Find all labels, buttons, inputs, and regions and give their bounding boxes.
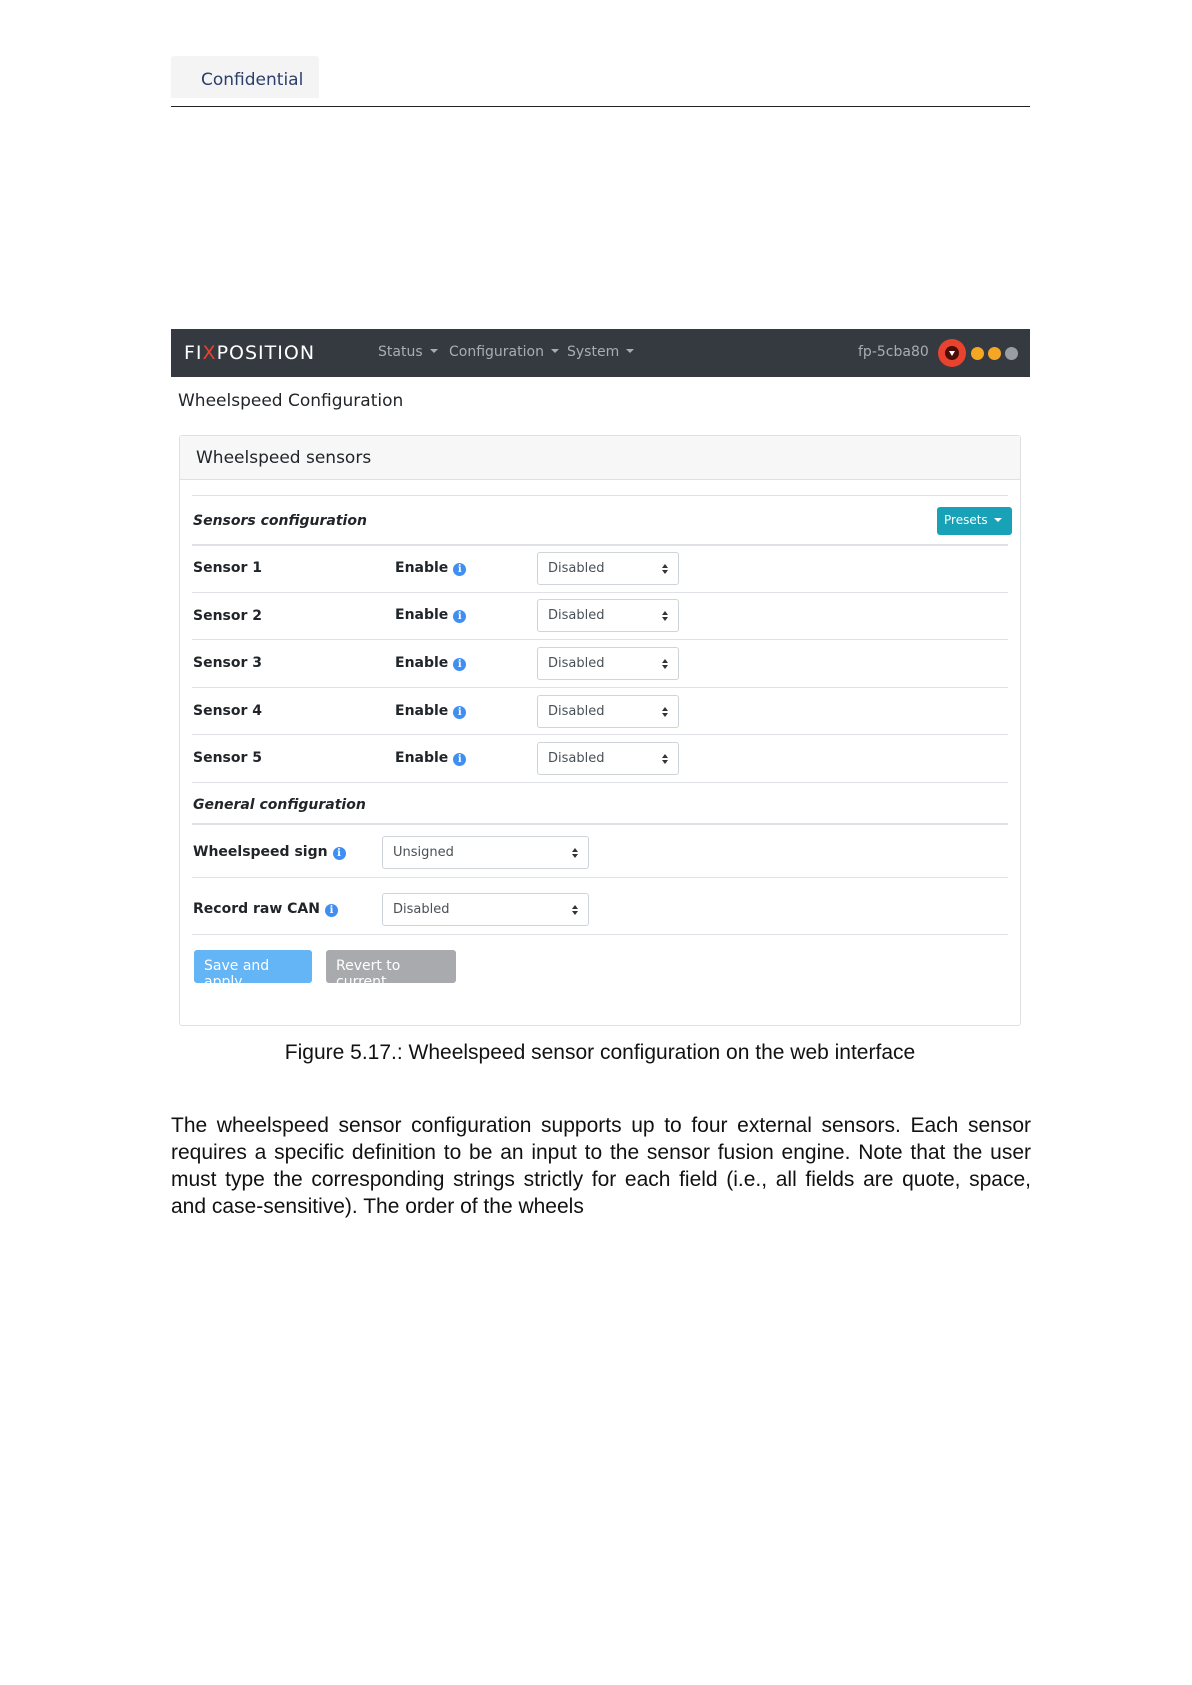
sort-arrows-icon xyxy=(662,611,668,621)
brand-text-right: POSITION xyxy=(216,342,316,364)
brand-logo[interactable] xyxy=(184,342,315,364)
sensor-4-enable-label: Enable i xyxy=(395,703,466,719)
status-dot-icon xyxy=(971,347,984,360)
info-icon[interactable]: i xyxy=(453,563,466,576)
download-alert-icon[interactable] xyxy=(938,339,966,367)
divider xyxy=(192,734,1008,735)
sensor-1-enable-select[interactable]: Disabled xyxy=(537,552,679,585)
nav-menu-configuration[interactable] xyxy=(449,344,559,360)
chevron-down-icon xyxy=(430,349,438,353)
sensor-5-enable-label: Enable i xyxy=(395,750,466,766)
confidential-label: Confidential xyxy=(201,70,304,90)
record-raw-can-select[interactable]: Disabled xyxy=(382,893,589,926)
brand-text-x: X xyxy=(202,342,217,364)
chevron-down-icon xyxy=(551,349,559,353)
divider xyxy=(192,782,1008,783)
wheelspeed-sign-label: Wheelspeed sign i xyxy=(193,844,346,860)
nav-menu-label: Status xyxy=(378,344,423,360)
sort-arrows-icon xyxy=(662,564,668,574)
sensor-4-enable-select[interactable]: Disabled xyxy=(537,695,679,728)
presets-button[interactable] xyxy=(937,507,1012,535)
card-header xyxy=(180,436,1020,480)
device-name: fp-5cba80 xyxy=(858,344,929,360)
divider xyxy=(192,592,1008,593)
divider xyxy=(192,823,1008,825)
header-divider xyxy=(171,106,1030,107)
general-section-title: General configuration xyxy=(193,797,366,813)
sensor-3-enable-label: Enable i xyxy=(395,655,466,671)
sensor-2-label: Sensor 2 xyxy=(193,608,263,624)
sensor-5-label: Sensor 5 xyxy=(193,750,263,766)
web-interface-screenshot xyxy=(171,329,1030,1031)
nav-menu-status[interactable] xyxy=(378,344,438,360)
wheelspeed-sign-select[interactable]: Unsigned xyxy=(382,836,589,869)
divider xyxy=(192,934,1008,935)
download-icon[interactable] xyxy=(1005,347,1018,360)
divider xyxy=(192,877,1008,878)
chevron-down-icon xyxy=(994,518,1002,522)
wheelspeed-sensors-card xyxy=(179,435,1021,1026)
page-title: Wheelspeed Configuration xyxy=(178,391,404,411)
sensors-section-title: Sensors configuration xyxy=(193,513,367,529)
nav-menu-label: Configuration xyxy=(449,344,544,360)
chevron-down-icon xyxy=(626,349,634,353)
sort-arrows-icon xyxy=(662,754,668,764)
sort-arrows-icon xyxy=(662,659,668,669)
divider xyxy=(192,687,1008,688)
body-paragraph: The wheelspeed sensor configuration supports up to four external sensors. Each sensor requires a specific definition to be an input to the sensor fusion engine. Note that the user must type the corresponding strings strictly for each field (i.e., all fields are quote, space, and case-sensitive). The order of the wheels xyxy=(171,1114,1031,1218)
nav-menu-system[interactable] xyxy=(567,344,634,360)
info-icon[interactable]: i xyxy=(453,753,466,766)
info-icon[interactable]: i xyxy=(453,610,466,623)
sensor-4-label: Sensor 4 xyxy=(193,703,263,719)
record-raw-can-label: Record raw CAN i xyxy=(193,901,338,917)
info-icon[interactable]: i xyxy=(453,658,466,671)
divider xyxy=(192,639,1008,640)
sensor-5-enable-select[interactable]: Disabled xyxy=(537,742,679,775)
sensor-2-enable-label: Enable i xyxy=(395,607,466,623)
sensor-1-enable-label: Enable i xyxy=(395,560,466,576)
info-icon[interactable]: i xyxy=(333,847,346,860)
save-and-apply-button[interactable]: Save and apply xyxy=(194,950,312,983)
top-navbar xyxy=(171,329,1030,377)
divider xyxy=(192,495,1008,496)
confidential-tab xyxy=(171,56,319,98)
presets-label: Presets xyxy=(944,513,988,527)
info-icon[interactable]: i xyxy=(325,904,338,917)
revert-to-current-button[interactable]: Revert to current xyxy=(326,950,456,983)
sensor-2-enable-select[interactable]: Disabled xyxy=(537,599,679,632)
card-title: Wheelspeed sensors xyxy=(196,448,372,468)
brand-text-left: FI xyxy=(184,342,203,364)
sort-arrows-icon xyxy=(572,905,578,915)
sensor-1-label: Sensor 1 xyxy=(193,560,263,576)
sort-arrows-icon xyxy=(572,848,578,858)
nav-menu-label: System xyxy=(567,344,620,360)
figure-caption: Figure 5.17.: Wheelspeed sensor configuration on the web interface xyxy=(284,1041,916,1064)
sensor-3-label: Sensor 3 xyxy=(193,655,263,671)
status-dot-icon xyxy=(988,347,1001,360)
sensor-3-enable-select[interactable]: Disabled xyxy=(537,647,679,680)
info-icon[interactable]: i xyxy=(453,706,466,719)
sort-arrows-icon xyxy=(662,707,668,717)
divider xyxy=(192,544,1008,546)
